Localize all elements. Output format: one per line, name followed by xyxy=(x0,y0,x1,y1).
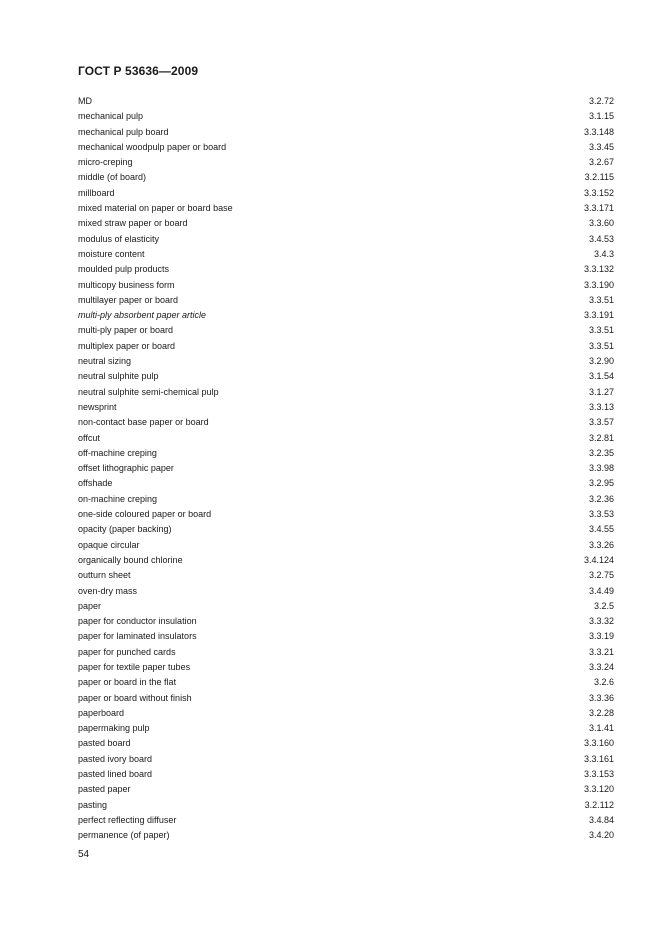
index-reference: 3.4.3 xyxy=(593,248,614,259)
index-term: mixed material on paper or board base xyxy=(78,203,233,214)
index-term: non-contact base paper or board xyxy=(78,417,209,428)
index-reference: 3.3.160 xyxy=(583,738,614,749)
index-entry xyxy=(78,354,614,369)
index-reference: 3.1.15 xyxy=(588,111,614,122)
index-entry xyxy=(78,446,614,461)
index-term: MD xyxy=(78,96,92,106)
index-term: offset lithographic paper xyxy=(78,463,174,474)
index-term: pasted ivory board xyxy=(78,753,153,764)
index-reference: 3.2.35 xyxy=(588,447,614,458)
index-entry xyxy=(78,186,614,201)
index-reference: 3.3.190 xyxy=(583,279,614,290)
index-term: paper for conductor insulation xyxy=(78,616,197,627)
index-reference: 3.3.57 xyxy=(588,417,614,428)
index-reference: 3.2.75 xyxy=(588,570,614,581)
index-term: opaque circular xyxy=(78,539,140,550)
index-entry xyxy=(78,461,614,476)
index-entry xyxy=(78,752,614,767)
index-entry xyxy=(78,599,614,614)
index-entry xyxy=(78,201,614,216)
index-term: neutral sizing xyxy=(78,356,132,367)
index-entry xyxy=(78,109,614,124)
index-entry xyxy=(78,706,614,721)
index-term: moulded pulp products xyxy=(78,264,170,275)
index-reference: 3.3.120 xyxy=(583,784,614,795)
index-term: mixed straw paper or board xyxy=(78,218,188,229)
index-entry xyxy=(78,369,614,384)
index-term: paper xyxy=(78,600,102,611)
index-term: paper for textile paper tubes xyxy=(78,661,191,672)
index-entry xyxy=(78,278,614,293)
index-term: perfect reflecting diffuser xyxy=(78,814,177,825)
index-reference: 3.3.21 xyxy=(588,646,614,657)
index-reference: 3.2.67 xyxy=(588,157,614,168)
index-reference: 3.3.152 xyxy=(583,187,614,198)
index-entry xyxy=(78,385,614,400)
index-term: oven-dry mass xyxy=(78,585,138,596)
index-entry xyxy=(78,415,614,430)
index-term: multi-ply paper or board xyxy=(78,325,174,336)
index-term: on-machine creping xyxy=(78,493,158,504)
index-reference: 3.3.161 xyxy=(583,753,614,764)
index-reference: 3.3.51 xyxy=(588,325,614,336)
index-term: middle (of board) xyxy=(78,172,147,183)
index-entry xyxy=(78,339,614,354)
index-entry xyxy=(78,293,614,308)
index-term: neutral sulphite semi-chemical pulp xyxy=(78,386,219,397)
index-term: mechanical pulp board xyxy=(78,126,169,137)
index-entry xyxy=(78,828,614,843)
index-entry xyxy=(78,584,614,599)
index-reference: 3.3.36 xyxy=(588,692,614,703)
index-term: pasting xyxy=(78,799,108,810)
index-term: offcut xyxy=(78,432,100,443)
index-reference: 3.2.112 xyxy=(584,799,614,810)
index-term: neutral sulphite pulp xyxy=(78,371,159,382)
index-entry xyxy=(78,94,614,109)
index-entry xyxy=(78,232,614,247)
index-term: millboard xyxy=(78,187,115,198)
index-entry xyxy=(78,798,614,813)
index-reference: 3.2.95 xyxy=(588,478,614,489)
index-term: modulus of elasticity xyxy=(78,233,160,244)
index-term: pasted board xyxy=(78,738,131,749)
index-entry xyxy=(78,476,614,491)
index-entry xyxy=(78,721,614,736)
index-term: pasted lined board xyxy=(78,769,153,780)
index-reference: 3.4.124 xyxy=(583,554,614,565)
index-reference: 3.3.32 xyxy=(588,616,614,627)
index-reference: 3.3.171 xyxy=(583,203,614,214)
index-term: multilayer paper or board xyxy=(78,294,179,305)
index-term: paper for punched cards xyxy=(78,646,176,657)
index-entry xyxy=(78,507,614,522)
index-term: paper or board in the flat xyxy=(78,677,177,688)
index-reference: 3.3.51 xyxy=(588,340,614,351)
index-reference: 3.3.191 xyxy=(583,310,614,321)
index-reference: 3.3.153 xyxy=(583,769,614,780)
index-reference: 3.4.53 xyxy=(588,233,614,244)
index-term: paperboard xyxy=(78,707,125,718)
index-term: moisture content xyxy=(78,248,145,259)
index-entry xyxy=(78,216,614,231)
index-entry xyxy=(78,813,614,828)
index-term: newsprint xyxy=(78,401,117,412)
index-reference: 3.3.60 xyxy=(588,218,614,229)
index-reference: 3.4.55 xyxy=(588,524,614,535)
index-reference: 3.3.98 xyxy=(588,463,614,474)
page-number: 54 xyxy=(78,849,90,860)
index-term: off-machine creping xyxy=(78,447,157,458)
index-entry xyxy=(78,431,614,446)
index-entry xyxy=(78,247,614,262)
index-term: one-side coloured paper or board xyxy=(78,509,212,520)
index-reference: 3.3.19 xyxy=(588,631,614,642)
index-reference: 3.3.132 xyxy=(583,264,614,275)
index-entry xyxy=(78,568,614,583)
index-term: multiplex paper or board xyxy=(78,340,176,351)
index-entry xyxy=(78,629,614,644)
index-reference: 3.3.45 xyxy=(588,141,614,152)
index-entry xyxy=(78,262,614,277)
index-entry xyxy=(78,691,614,706)
index-reference: 3.2.28 xyxy=(588,707,614,718)
index-reference: 3.1.54 xyxy=(588,371,614,382)
index-entry xyxy=(78,308,614,323)
index-reference: 3.3.13 xyxy=(588,401,614,412)
index-entry xyxy=(78,155,614,170)
index-entry xyxy=(78,767,614,782)
index-reference: 3.2.72 xyxy=(588,96,614,106)
index-term: organically bound chlorine xyxy=(78,554,183,565)
index-term: outturn sheet xyxy=(78,570,131,581)
index-reference: 3.4.84 xyxy=(588,814,614,825)
index-entry xyxy=(78,660,614,675)
index-entry xyxy=(78,675,614,690)
index-reference: 3.2.6 xyxy=(593,677,614,688)
index-entry xyxy=(78,553,614,568)
index-reference: 3.4.20 xyxy=(588,830,614,841)
document-header: ГОСТ Р 53636—2009 xyxy=(78,64,199,78)
index-term: paper for laminated insulators xyxy=(78,631,197,642)
index-entry xyxy=(78,492,614,507)
index-entry xyxy=(78,538,614,553)
index-entry xyxy=(78,125,614,140)
index-term: offshade xyxy=(78,478,113,489)
index-reference: 3.2.36 xyxy=(588,493,614,504)
index-term: mechanical woodpulp paper or board xyxy=(78,141,227,152)
index-entry xyxy=(78,736,614,751)
index-term: micro-creping xyxy=(78,157,133,168)
index-reference: 3.1.41 xyxy=(588,723,614,734)
term-index-list xyxy=(78,94,614,844)
index-reference: 3.1.27 xyxy=(588,386,614,397)
index-entry xyxy=(78,170,614,185)
index-reference: 3.4.49 xyxy=(588,585,614,596)
index-term: multicopy business form xyxy=(78,279,175,290)
index-entry xyxy=(78,323,614,338)
index-reference: 3.3.51 xyxy=(588,294,614,305)
index-entry xyxy=(78,782,614,797)
index-term: paper or board without finish xyxy=(78,692,192,703)
index-reference: 3.3.24 xyxy=(588,661,614,672)
index-reference: 3.3.53 xyxy=(588,509,614,520)
index-reference: 3.2.81 xyxy=(588,432,614,443)
index-reference: 3.2.90 xyxy=(588,356,614,367)
index-entry xyxy=(78,400,614,415)
index-term: multi-ply absorbent paper article xyxy=(78,310,207,321)
index-reference: 3.2.5 xyxy=(593,600,614,611)
index-entry xyxy=(78,140,614,155)
index-reference: 3.3.148 xyxy=(583,126,614,137)
index-entry xyxy=(78,614,614,629)
index-term: pasted paper xyxy=(78,784,131,795)
index-entry xyxy=(78,522,614,537)
index-reference: 3.2.115 xyxy=(584,172,614,183)
index-term: opacity (paper backing) xyxy=(78,524,172,535)
index-term: mechanical pulp xyxy=(78,111,144,122)
index-entry xyxy=(78,645,614,660)
index-term: permanence (of paper) xyxy=(78,830,170,841)
index-term: papermaking pulp xyxy=(78,723,150,734)
index-reference: 3.3.26 xyxy=(588,539,614,550)
